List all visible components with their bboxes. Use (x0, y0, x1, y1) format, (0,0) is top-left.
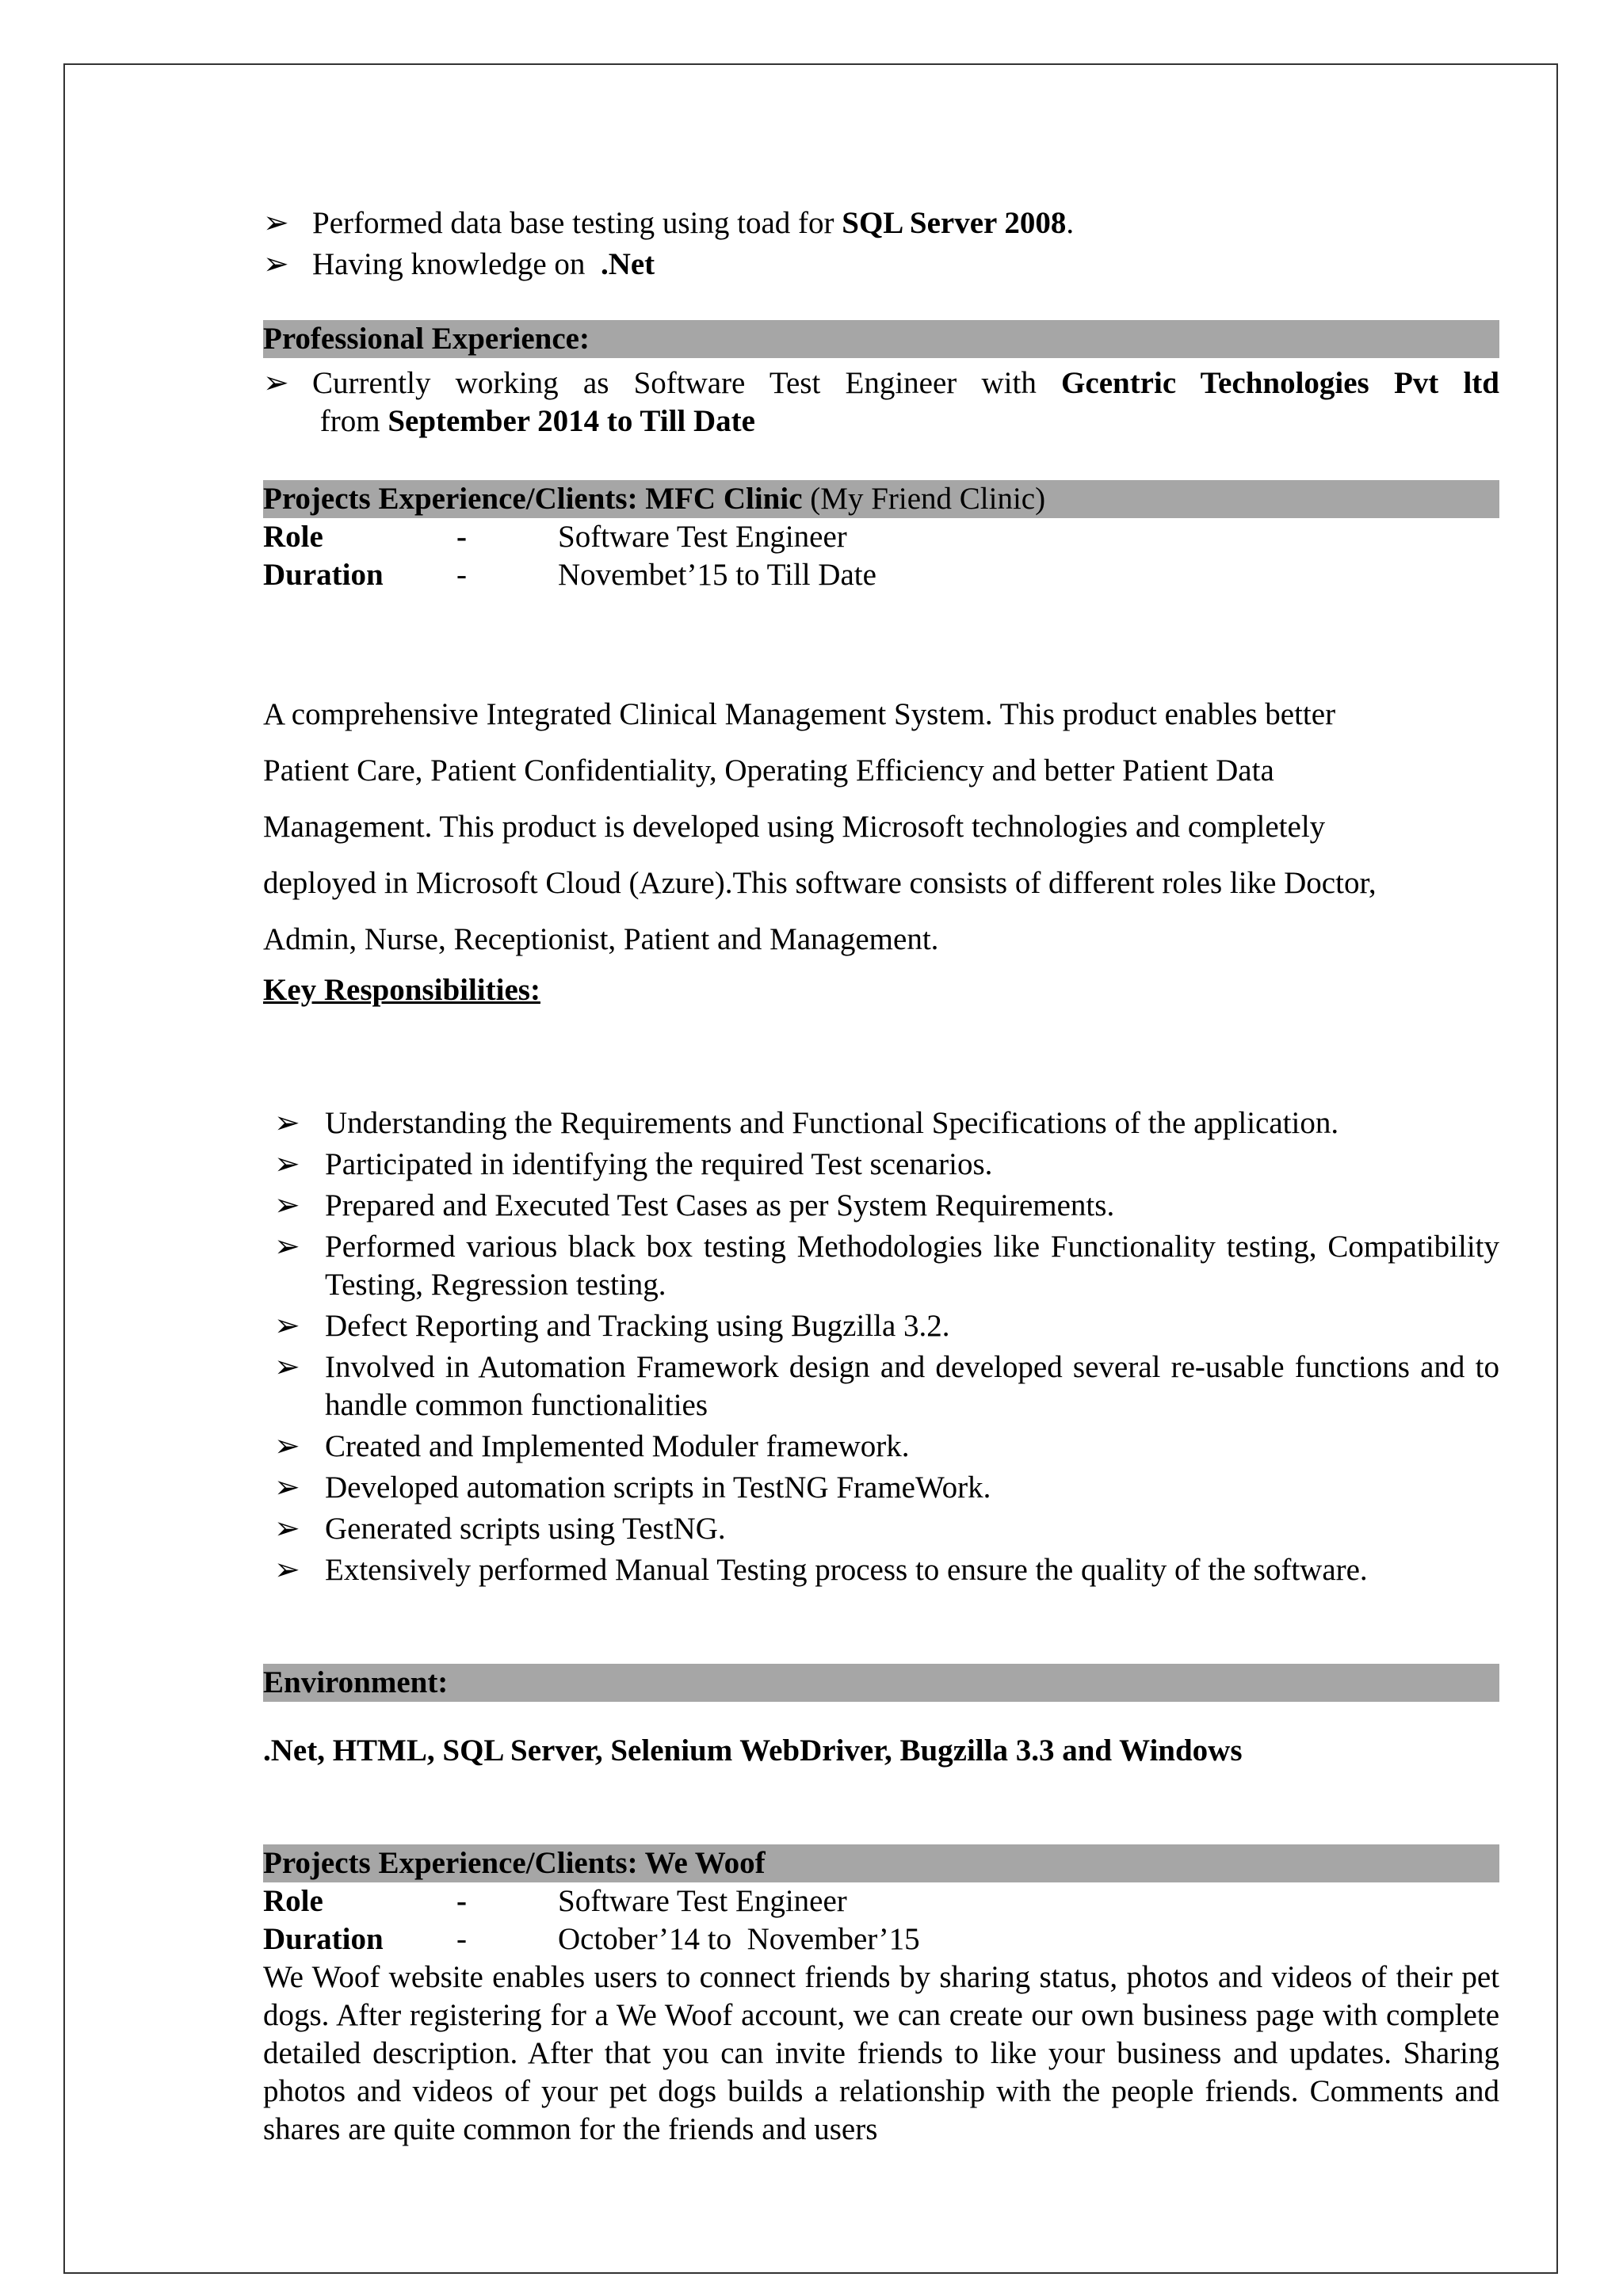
arrow-bullet-icon: ➢ (263, 206, 289, 240)
project-description (263, 1958, 1499, 2149)
list-item-tail: . (1066, 206, 1075, 240)
list-item (263, 1146, 1499, 1184)
role-value: Software Test Engineer (558, 1884, 847, 1918)
arrow-bullet-icon: ➢ (274, 1230, 300, 1264)
description-line: Admin, Nurse, Receptionist, Patient and Management. (263, 922, 939, 956)
responsibility-text: Created and Implemented Moduler framework. (325, 1429, 910, 1463)
arrow-bullet-icon: ➢ (263, 247, 289, 281)
list-item (263, 1307, 1499, 1345)
responsibility-text: Involved in Automation Framework design and developed several re-usable functions and to handle common functionalities (325, 1350, 1499, 1422)
responsibility-text: Performed various black box testing Methodologies like Functionality testing, Compatibility Testing, Regression testing. (325, 1230, 1499, 1302)
list-item (263, 1551, 1499, 1589)
responsibility-text: Developed automation scripts in TestNG FrameWork. (325, 1470, 991, 1505)
responsibility-text: Defect Reporting and Tracking using Bugzilla 3.2. (325, 1309, 950, 1343)
role-value: Software Test Engineer (558, 520, 847, 554)
arrow-bullet-icon: ➢ (274, 1512, 300, 1546)
role-dash: - (456, 520, 467, 554)
arrow-bullet-icon: ➢ (274, 1429, 300, 1463)
arrow-bullet-icon: ➢ (274, 1470, 300, 1505)
arrow-bullet-icon: ➢ (274, 1553, 300, 1587)
page-border (63, 63, 1558, 2274)
project-heading-normal: (My Friend Clinic) (802, 482, 1046, 516)
list-item-bold: SQL Server 2008 (842, 206, 1067, 240)
duration-label: Duration (263, 1922, 384, 1956)
arrow-bullet-icon: ➢ (274, 1309, 300, 1343)
description-line: Management. This product is developed using Microsoft technologies and completely (263, 810, 1326, 844)
experience-text-mid: from (312, 404, 388, 438)
responsibility-text: Prepared and Executed Test Cases as per System Requirements. (325, 1188, 1115, 1222)
role-label: Role (263, 1884, 323, 1918)
arrow-bullet-icon: ➢ (263, 366, 289, 400)
list-item (263, 1104, 1499, 1142)
list-item (263, 246, 1499, 284)
role-label: Role (263, 520, 323, 554)
duration-label: Duration (263, 558, 384, 592)
list-item (263, 1510, 1499, 1548)
list-item (263, 1348, 1499, 1425)
duration-value: October’14 to November’15 (558, 1922, 920, 1956)
key-responsibilities-heading (263, 971, 1499, 1009)
project-heading (263, 480, 1499, 518)
role-dash: - (456, 1884, 467, 1918)
description-line: Patient Care, Patient Confidentiality, Operating Efficiency and better Patient Data (263, 753, 1274, 788)
list-item-bold: .Net (600, 247, 655, 281)
company-name: Gcentric Technologies Pvt ltd (1061, 366, 1499, 400)
list-item (263, 204, 1499, 242)
duration-value: Novembet’15 to Till Date (558, 558, 876, 592)
arrow-bullet-icon: ➢ (274, 1188, 300, 1222)
list-item (263, 1187, 1499, 1225)
responsibility-text: Generated scripts using TestNG. (325, 1512, 726, 1546)
responsibility-text: Understanding the Requirements and Functional Specifications of the application. (325, 1106, 1339, 1140)
list-item (263, 1469, 1499, 1507)
list-item (263, 1428, 1499, 1466)
duration-dash: - (456, 558, 467, 592)
responsibility-text: Extensively performed Manual Testing process to ensure the quality of the software. (325, 1553, 1368, 1587)
section-heading: Professional Experience: (263, 320, 1499, 358)
description-paragraph: We Woof website enables users to connect friends by sharing status, photos and videos of their pet dogs. After registering for a We Woof account, we can create our own business page with complete detailed description. After that you can invite friends to like your business and updates. Sharing photos and videos of your pet dogs builds a relationship with the people friends. Comments and shares are quite common for the friends and users (263, 1960, 1499, 2146)
experience-text: Currently working as Software Test Engineer with (312, 366, 1062, 400)
list-item-text: Performed data base testing using toad for (312, 206, 842, 240)
description-line: deployed in Microsoft Cloud (Azure).This software consists of different roles like Doctor, (263, 866, 1377, 900)
key-responsibilities-label: Key Responsibilities: (263, 973, 540, 1007)
arrow-bullet-icon: ➢ (274, 1350, 300, 1384)
arrow-bullet-icon: ➢ (274, 1147, 300, 1181)
arrow-bullet-icon: ➢ (274, 1106, 300, 1140)
employment-period: September 2014 to Till Date (388, 404, 755, 438)
description-line: A comprehensive Integrated Clinical Management System. This product enables better (263, 697, 1336, 731)
list-item (263, 1228, 1499, 1304)
project-heading: Projects Experience/Clients: We Woof (263, 1844, 1499, 1882)
list-item (263, 364, 1499, 441)
environment-heading: Environment: (263, 1664, 1499, 1702)
project-heading-bold: Projects Experience/Clients: MFC Clinic (263, 482, 803, 516)
responsibility-text: Participated in identifying the required Test scenarios. (325, 1147, 993, 1181)
environment-value: .Net, HTML, SQL Server, Selenium WebDriver, Bugzilla 3.3 and Windows (263, 1733, 1243, 1768)
duration-dash: - (456, 1922, 467, 1956)
project-description (263, 686, 1499, 967)
list-item-text: Having knowledge on (312, 247, 601, 281)
